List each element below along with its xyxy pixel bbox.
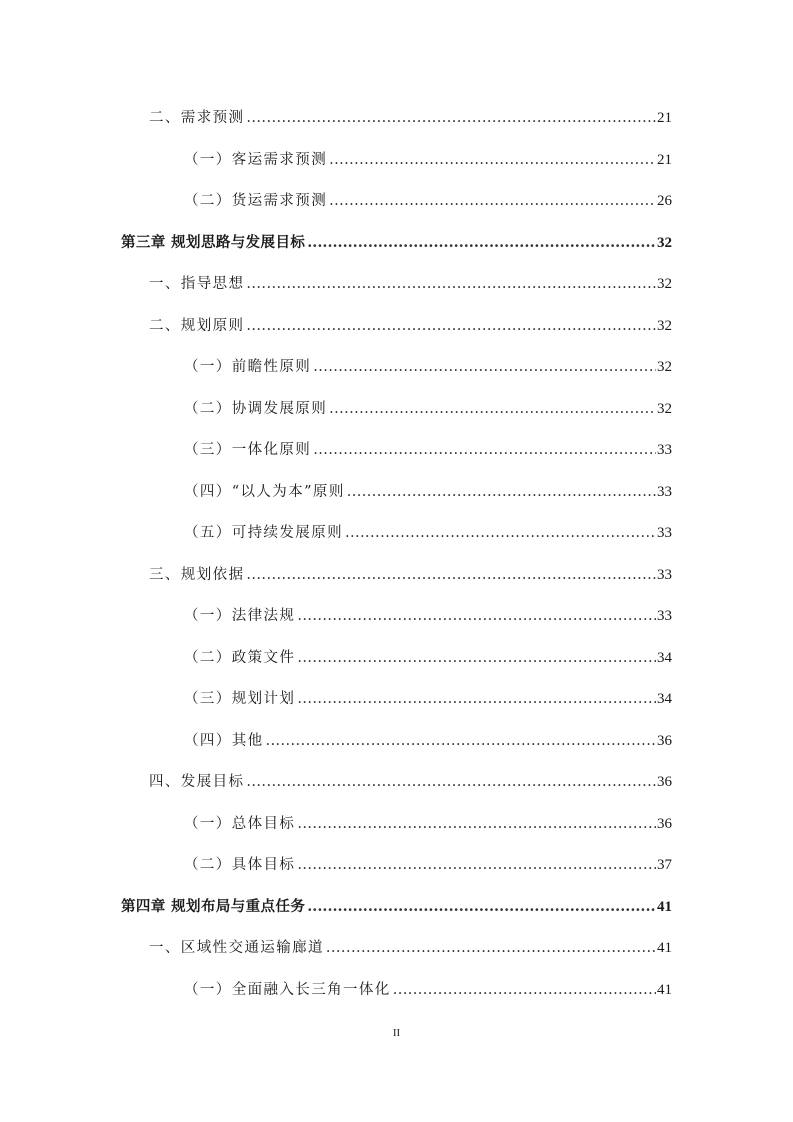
toc-entry-title: 一、指导思想 [149,276,245,292]
toc-entry-page: 33 [657,442,672,458]
toc-dot-leader [246,108,656,128]
toc-dot-leader [313,440,656,460]
toc-entry[interactable] [184,814,672,834]
toc-entry[interactable] [184,440,672,460]
toc-entry-title: 二、规划原则 [149,318,245,334]
toc-entry-page: 33 [657,608,672,624]
toc-entry[interactable] [184,357,672,377]
toc-entry-page: 34 [657,691,672,707]
toc-entry[interactable] [184,648,672,668]
toc-entry-title: （二）货运需求预测 [184,193,328,209]
toc-entry-title: （一）全面融入长三角一体化 [184,982,391,998]
toc-dot-leader [326,938,656,958]
toc-entry[interactable] [149,274,672,294]
toc-entry-page: 21 [657,110,672,126]
toc-entry[interactable] [184,191,672,211]
toc-entry-page: 37 [657,857,672,873]
toc-entry-page: 41 [657,982,672,998]
toc-dot-leader [246,316,656,336]
toc-entry[interactable] [149,108,672,128]
page-number-footer: II [392,1027,401,1039]
toc-entry-title: （五）可持续发展原则 [184,525,343,541]
toc-dot-leader [246,274,656,294]
toc-entry-page: 26 [657,193,672,209]
toc-entry[interactable] [184,399,672,419]
toc-dot-leader [307,233,656,253]
toc-entry-page: 21 [657,152,672,168]
toc-dot-leader [393,980,656,1000]
toc-dot-leader [297,855,656,875]
toc-entry-page: 32 [657,318,672,334]
toc-dot-leader [307,897,656,917]
toc-entry-page: 36 [657,816,672,832]
toc-dot-leader [246,772,656,792]
toc-entry-title: （四）“以人为本”原则 [184,484,345,500]
toc-entry[interactable] [184,523,672,543]
toc-dot-leader [329,399,656,419]
toc-entry-page: 33 [657,484,672,500]
toc-entry-title: （一）法律法规 [184,608,296,624]
toc-entry-title: （三）规划计划 [184,691,296,707]
toc-entry[interactable] [149,772,672,792]
toc-entry[interactable] [149,316,672,336]
toc-entry-title: 三、规划依据 [149,567,245,583]
toc-entry[interactable] [184,606,672,626]
toc-dot-leader [297,606,656,626]
toc-entry-title: （一）客运需求预测 [184,152,328,168]
toc-entry-title: （一）总体目标 [184,816,296,832]
toc-dot-leader [329,191,656,211]
toc-entry-title: （二）协调发展原则 [184,401,328,417]
toc-dot-leader [297,814,656,834]
toc-entry-title: （二）具体目标 [184,857,296,873]
toc-dot-leader [345,523,656,543]
toc-entry-page: 32 [657,359,672,375]
toc-entry-page: 36 [657,733,672,749]
toc-entry-title: （四）其他 [184,733,264,749]
toc-entry-page: 41 [657,899,672,915]
toc-chapter-entry[interactable] [121,233,672,253]
toc-entry-title: （三）一体化原则 [184,442,312,458]
toc-entry-title: （一）前瞻性原则 [184,359,312,375]
toc-dot-leader [297,648,656,668]
toc-dot-leader [347,482,656,502]
toc-entry[interactable] [149,938,672,958]
toc-entry[interactable] [184,855,672,875]
toc-entry-page: 34 [657,650,672,666]
toc-entry-page: 36 [657,774,672,790]
toc-entry-title: 第四章 规划布局与重点任务 [121,898,306,915]
toc-entry[interactable] [184,731,672,751]
toc-entry-page: 33 [657,567,672,583]
toc-entry-title: 四、发展目标 [149,774,245,790]
toc-entry-title: （二）政策文件 [184,650,296,666]
toc-dot-leader [246,565,656,585]
toc-dot-leader [266,731,657,751]
toc-entry-page: 33 [657,525,672,541]
toc-chapter-entry[interactable] [121,897,672,917]
toc-entry-page: 32 [657,276,672,292]
toc-entry[interactable] [184,980,672,1000]
toc-entry-title: 第三章 规划思路与发展目标 [121,234,306,251]
toc-entry-page: 32 [657,235,672,251]
toc-dot-leader [297,689,656,709]
toc-entry-page: 32 [657,401,672,417]
toc-entry-page: 41 [657,940,672,956]
toc-dot-leader [313,357,656,377]
toc-entry[interactable] [184,689,672,709]
toc-entry-title: 二、需求预测 [149,110,245,126]
toc-dot-leader [329,150,656,170]
toc-entry[interactable] [184,482,672,502]
toc-entry[interactable] [184,150,672,170]
toc-entry[interactable] [149,565,672,585]
toc-entry-title: 一、区域性交通运输廊道 [149,940,324,956]
